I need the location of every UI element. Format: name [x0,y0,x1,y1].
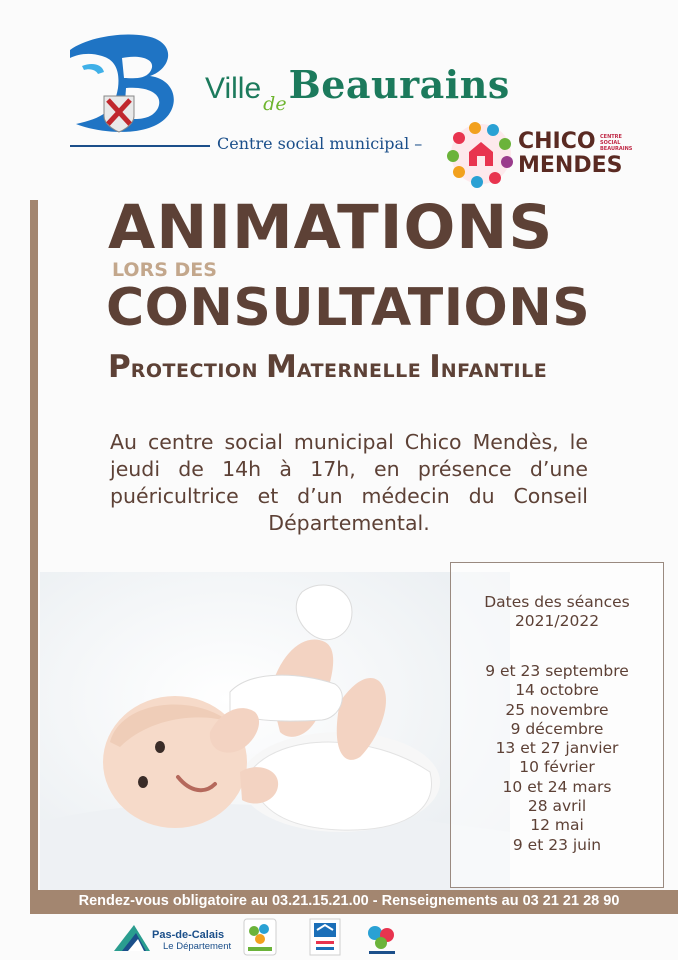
title-pmi [108,349,555,385]
chico-mendes-logo-icon [445,118,517,190]
mendes-word: MENDES [518,153,623,178]
lieux-parents-logo-icon [365,917,399,957]
dates-title-line1: Dates des séances [484,593,630,611]
chico-mendes-wordmark [518,130,638,178]
caf-logo-icon [308,917,342,957]
pmi-rest-m: ATERNELLE [296,360,422,382]
pdc-name: Pas-de-Calais [152,929,225,941]
dates-list [451,662,663,855]
date-item: 12 mai [530,816,584,835]
city-brand [205,62,510,115]
date-item: 10 et 24 mars [502,777,612,796]
dates-title [451,593,663,631]
footer-band [30,890,678,914]
brand-city: Beaurains [288,62,510,107]
pdc-subtitle: Le Département [163,941,232,952]
dates-panel [450,562,664,888]
baby-photo [40,572,510,890]
pmi-rest-p: ROTECTION [130,360,258,382]
left-accent-bar [30,200,38,890]
chico-word: CHICO [518,129,596,154]
title-lors-des: LORS DES [112,259,217,281]
pas-de-calais-logo-icon [112,921,152,953]
date-item: 14 octobre [515,681,599,700]
intro-paragraph: Au centre social municipal Chico Mendès, le jeudi de 14h à 17h, en présence d’une puéricultrice et d’un médecin du Conseil Départemental. [110,430,588,535]
ville-amie-enfants-logo-icon [242,917,278,957]
title-animations: ANIMATIONS [108,192,554,263]
dates-title-line2: 2021/2022 [514,612,600,630]
date-item: 13 et 27 janvier [495,739,619,758]
header-rule [70,145,210,147]
date-item: 9 décembre [510,719,604,738]
centre-social-label: Centre social municipal – [217,134,423,153]
date-item: 28 avril [527,797,587,816]
date-item: 25 novembre [505,700,609,719]
date-item: 9 et 23 juin [512,835,602,854]
brand-ville: Ville [205,72,262,105]
date-item: 9 et 23 septembre [485,662,629,680]
partner-logos [0,915,678,960]
footer-contact-text: Rendez-vous obligatoire au 03.21.15.21.00 - Renseignements au 03 21 21 28 90 [78,893,620,909]
chico-subtitle: CENTRE SOCIAL BEAURAINS [600,134,633,152]
date-item: 10 février [519,758,595,777]
pmi-cap-i: I [429,349,441,385]
brand-de: de [263,93,287,115]
beaurains-logo-icon [62,28,192,140]
pmi-rest-i: NFANTILE [440,360,548,382]
pmi-cap-p: P [108,349,131,385]
title-consultations: CONSULTATIONS [106,278,591,338]
pmi-cap-m: M [265,349,297,385]
